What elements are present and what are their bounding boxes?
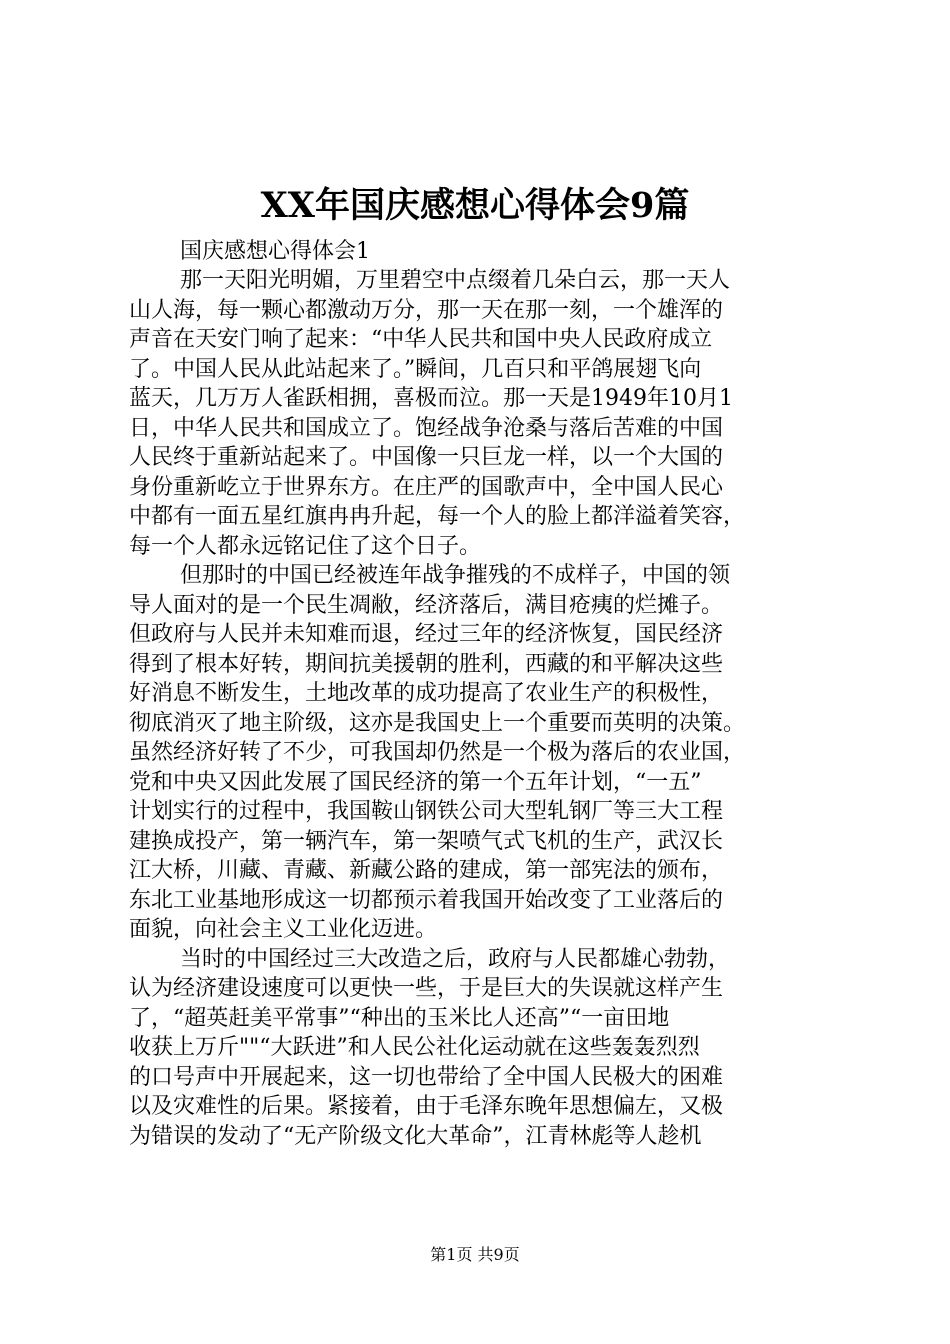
paragraph-line: 建换成投产，第一辆汽车，第一架喷气式飞机的生产，武汉长	[129, 828, 724, 854]
paragraph-line: 但那时的中国已经被连年战争摧残的不成样子，中国的领	[180, 563, 731, 588]
paragraph-line: 党和中央又因此发展了国民经济的第一个五年计划，“一五”	[129, 769, 702, 795]
paragraph-line: 为错误的发动了“无产阶级文化大革命”，江青林彪等人趁机	[129, 1123, 702, 1149]
paragraph-line: 面貌，向社会主义工业化迈进。	[129, 917, 438, 942]
paragraph-line: 计划实行的过程中，我国鞍山钢铁公司大型轧钢厂等三大工程	[129, 799, 724, 824]
paragraph-line: 人民终于重新站起来了。中国像一只巨龙一样，以一个大国的	[129, 445, 724, 470]
paragraph-line: 每一个人都永远铭记住了这个日子。	[129, 533, 482, 559]
paragraph-line: 以及灾难性的后果。紧接着，由于毛泽东晚年思想偏左，又极	[129, 1094, 724, 1119]
paragraph-line: 声音在天安门响了起来：“中华人民共和国中央人民政府成立	[129, 327, 713, 352]
paragraph-line: 日，中华人民共和国成立了。饱经战争沧桑与落后苦难的中国	[129, 415, 724, 441]
paragraph-line: 但政府与人民并未知难而退，经过三年的经济恢复，国民经济	[129, 622, 724, 647]
page-title: XX年国庆感想心得体会9篇	[260, 185, 690, 226]
paragraph-line: 蓝天，几万万人雀跃相拥，喜极而泣。那一天是1949年10月1	[129, 386, 733, 411]
paragraph-line: 身份重新屹立于世界东方。在庄严的国歌声中，全中国人民心	[129, 474, 724, 500]
paragraph-line: 中都有一面五星红旗冉冉升起，每一个人的脸上都洋溢着笑容，	[129, 504, 746, 529]
paragraph-line: 东北工业基地形成这一切都预示着我国开始改变了工业落后的	[129, 887, 724, 913]
paragraph-line: 江大桥，川藏、青藏、新藏公路的建成，第一部宪法的颁布，	[129, 858, 724, 883]
page-footer: 第1页 共9页	[430, 1245, 520, 1264]
section-heading: 国庆感想心得体会1	[180, 239, 370, 264]
paragraph-line: 的口号声中开展起来，这一切也带给了全中国人民极大的困难	[129, 1064, 724, 1090]
paragraph-line: 了。中国人民从此站起来了。”瞬间，几百只和平鸽展翅飞向	[129, 356, 702, 382]
paragraph-line: 认为经济建设速度可以更快一些，于是巨大的失误就这样产生	[129, 976, 724, 1001]
paragraph-line: 导人面对的是一个民生凋敝，经济落后，满目疮痍的烂摊子。	[129, 592, 724, 618]
paragraph-line: 山人海，每一颗心都激动万分，那一天在那一刻，一个雄浑的	[129, 297, 724, 323]
paragraph-line: 了，“超英赶美平常事”“种出的玉米比人还高”“一亩田地	[129, 1005, 670, 1031]
paragraph-line: 得到了根本好转，期间抗美援朝的胜利，西藏的和平解决这些	[129, 651, 724, 677]
paragraph-line: 虽然经济好转了不少，可我国却仍然是一个极为落后的农业国，	[129, 740, 746, 765]
paragraph-line: 好消息不断发生，土地改革的成功提高了农业生产的积极性，	[129, 681, 724, 706]
paragraph-line: 那一天阳光明媚，万里碧空中点缀着几朵白云，那一天人	[180, 268, 731, 293]
article-body	[129, 266, 829, 1151]
paragraph-line: 收获上万斤""“大跃进”和人民公社化运动就在这些轰轰烈烈	[129, 1035, 700, 1060]
paragraph-line: 彻底消灭了地主阶级，这亦是我国史上一个重要而英明的决策。	[129, 710, 746, 736]
paragraph-line: 当时的中国经过三大改造之后，政府与人民都雄心勃勃，	[180, 946, 731, 972]
